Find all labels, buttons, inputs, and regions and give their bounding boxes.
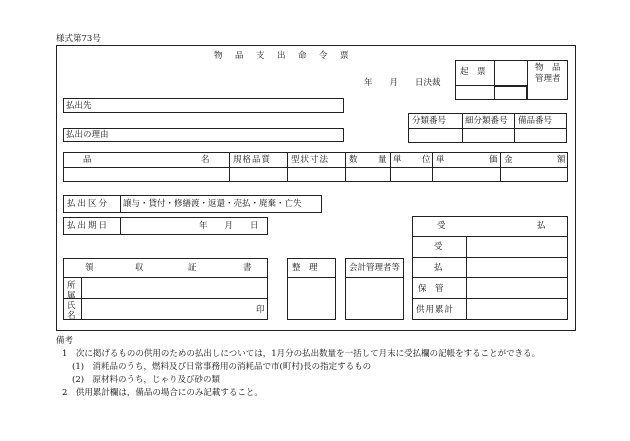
arrangement-label: 整 理: [292, 263, 318, 273]
ledger-receive-header: 受: [437, 221, 446, 231]
quantity-header-2: 量: [378, 155, 387, 165]
notes-heading: 備考: [56, 336, 74, 346]
signer-name-label: 氏名: [67, 301, 76, 321]
ledger-cumulative-field[interactable]: [467, 299, 567, 319]
drafter-label: 起 票: [460, 67, 486, 77]
accounting-manager-label: 会計管理者等: [349, 263, 401, 273]
item-name-header-right: 名: [201, 155, 210, 165]
reason-label: 払出の理由: [66, 130, 109, 140]
decision-date: 年 月 日決裁: [364, 78, 441, 88]
ledger-pay: 払: [434, 263, 443, 273]
unit-header-2: 位: [422, 155, 431, 165]
period-label: 払出期日: [67, 221, 110, 231]
goods-manager-label-1: 物 品: [535, 63, 561, 73]
affiliation-label: 所属: [67, 281, 76, 301]
destination-field[interactable]: [63, 98, 344, 113]
amount-header-1: 金: [504, 155, 513, 165]
quantity-header-1: 数: [349, 155, 358, 165]
notes-item-1-sub-2: (2) 原材料のうち，じゃり及び砂の類: [72, 375, 221, 385]
unit-price-header-1: 単: [436, 155, 445, 165]
receipt-header-2: 収: [135, 263, 144, 273]
ledger-cumulative: 供用累計: [416, 305, 455, 315]
ledger-storage-field[interactable]: [467, 278, 567, 298]
shape-size-header: 型状寸法: [291, 155, 330, 165]
notes-item-1-sub-1: (1) 消耗品のうち，燃料及び日常事務用の消耗品で市(町村)長の指定するもの: [72, 362, 372, 372]
form-number: 様式第73号: [56, 34, 101, 44]
goods-manager-label-2: 管理者: [535, 74, 561, 84]
seal-mark: 印: [256, 305, 265, 315]
item-name-field[interactable]: [63, 167, 230, 182]
receipt-header-1: 領: [85, 263, 94, 273]
notes-item-1: 1 次に掲げるものの供用のための払出しについては，1月分の払出数量を一括して月末に受払欄の記帳をすることができる。: [62, 349, 541, 359]
destination-label: 払出先: [66, 101, 92, 111]
classification-number-label: 分類番号: [412, 116, 447, 126]
ledger-pay-header: 払: [537, 221, 546, 231]
signer-name-field[interactable]: [82, 299, 252, 319]
ledger-pay-field[interactable]: [467, 258, 567, 277]
ledger-receive-field[interactable]: [467, 237, 567, 257]
receipt-header-3: 証: [188, 263, 197, 273]
form-title: 物 品 支 出 命 令 票: [214, 51, 351, 61]
unit-price-header-2: 価: [489, 155, 498, 165]
equipment-number-label: 備品番号: [518, 116, 553, 126]
notes-item-2: 2 供用累計欄は，備品の場合にのみ記載すること。: [62, 388, 263, 398]
category-options[interactable]: 譲与・貸付・修繕渡・返還・売払・廃棄・亡失: [123, 199, 302, 209]
item-name-header-left: 品: [83, 155, 92, 165]
amount-header-2: 額: [557, 155, 566, 165]
drafter-stamp-field[interactable]: [494, 86, 527, 100]
ledger-storage: 保 管: [418, 284, 444, 294]
receipt-header-4: 書: [243, 263, 252, 273]
category-label: 払出区分: [67, 199, 110, 209]
unit-header-1: 単: [393, 155, 402, 165]
spec-quality-header: 規格品質: [233, 155, 272, 165]
affiliation-field[interactable]: [82, 278, 267, 298]
ledger-receive: 受: [434, 242, 443, 252]
sub-classification-number-label: 細分類番号: [465, 116, 508, 126]
period-date[interactable]: 年 月 日: [199, 221, 259, 231]
